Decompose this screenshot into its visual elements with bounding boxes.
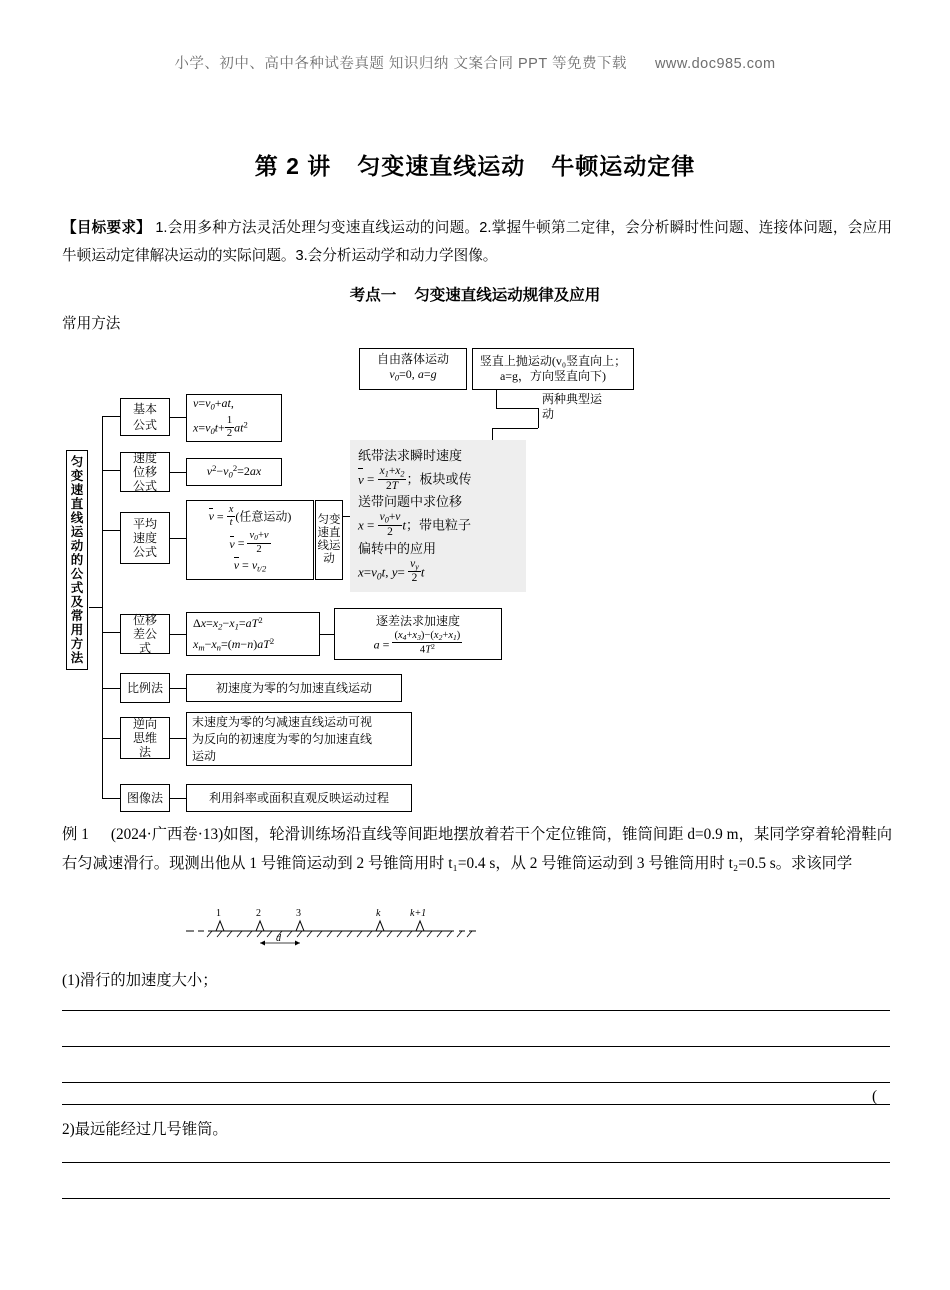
answer-rule <box>62 1104 890 1105</box>
page-title <box>0 148 950 181</box>
basic-formula-label <box>120 398 170 436</box>
connector <box>496 390 497 408</box>
graph-method-content: 利用斜率或面积直观反映运动过程 <box>208 790 389 805</box>
cone-figure <box>62 905 892 960</box>
grey-line-5: 偏转中的应用 <box>358 540 437 556</box>
answer-rule <box>62 1010 890 1011</box>
branch-stub <box>102 688 120 689</box>
reverse-thinking-label <box>120 717 170 759</box>
branch-stub <box>102 416 120 417</box>
subsection-label: 常用方法 <box>62 316 121 332</box>
cone-diagram-svg <box>182 905 502 960</box>
avg-formula-1: v = $\frac{x}{t}$ (任意运动) <box>208 503 292 528</box>
disp-diff-2: $x_m-x_n=(m-n)aT^2$ <box>193 636 275 653</box>
basic-formula-text: 基本公式 <box>132 402 157 432</box>
successive-difference-box <box>334 608 502 660</box>
svg-text:1: 1 <box>216 908 221 919</box>
concept-map <box>62 340 892 810</box>
connector <box>170 738 186 739</box>
answer-rule <box>62 1046 890 1047</box>
stray-paren: ( <box>872 1088 878 1105</box>
vertical-throw-box <box>472 348 634 390</box>
reverse-line-3: 运动 <box>192 748 217 763</box>
answer-rule <box>62 1198 890 1199</box>
ratio-method-label <box>120 673 170 703</box>
connector <box>320 634 334 635</box>
grey-line-6: $x=v_0t$, y= $\frac{v_y}{2}$ t <box>358 557 425 585</box>
avg-formula-3: $v = v_{t/2}$ <box>233 557 267 574</box>
goal-label: 【目标要求】 <box>62 220 152 236</box>
reverse-line-2: 为反向的初速度为零的匀加速直线 <box>192 731 373 746</box>
example-text: 如图，轮滑训练场沿直线等间距地摆放着若干个定位锥筒，锥筒间距 d=0.9 m，某同学穿着轮滑鞋向右匀减速滑行。现测出他从 1 号锥筒运动到 2 号锥筒用时 t₁=0.4 s，从 2 号锥筒运动到 3 号锥筒用时 t₂=0.5 s。求该同学 <box>62 826 892 872</box>
connector <box>170 798 186 799</box>
question-2: 2)最远能经过几号锥筒。 <box>62 1121 228 1138</box>
graph-method-label <box>120 784 170 812</box>
uniform-acceleration-text: 匀变速直线运动 <box>317 514 341 565</box>
average-velocity-box <box>186 500 314 580</box>
connector <box>496 408 538 409</box>
grey-line-1: 纸带法求瞬时速度 <box>358 448 463 463</box>
connector <box>492 428 538 429</box>
basic-formula-box <box>186 394 282 442</box>
grey-line-4: x = $\frac{v_0+v}{2}$ t；带电粒子 <box>358 511 471 538</box>
graph-method-text: 图像法 <box>126 790 163 805</box>
svg-text:d: d <box>276 933 281 944</box>
avg-formula-2: v = $\frac{v_0+v}{2}$ <box>229 530 269 556</box>
connector <box>538 408 539 428</box>
grey-line-3: 送带问题中求位移 <box>358 494 463 510</box>
example-block <box>62 820 892 878</box>
displacement-difference-box <box>186 612 320 656</box>
goal-block <box>62 214 892 270</box>
branch-stub <box>102 530 120 531</box>
succ-diff-2: a = $\frac{(x_4+x_3)-(x_2+x_1)}{4T^2}$ <box>373 629 461 656</box>
example-label: 例 1 <box>62 826 89 843</box>
concept-map-title: 匀变速直线运动的公式及常用方法 <box>66 450 88 670</box>
branch-stub <box>102 798 120 799</box>
two-types-text: 两种典型运动 <box>542 392 603 421</box>
connector <box>343 516 350 517</box>
ratio-method-text: 比例法 <box>126 680 163 695</box>
branch-stub <box>102 632 120 633</box>
title-topic1: 匀变速直线运动 <box>357 153 526 179</box>
uniform-acceleration-label <box>315 500 343 580</box>
connector <box>170 417 186 418</box>
watermark-text: 小学、初中、高中各种试卷真题 知识归纳 文案合同 PPT 等免费下载 <box>174 56 627 72</box>
reverse-thinking-text: 逆向思维法 <box>132 717 157 759</box>
velocity-displacement-label <box>120 452 170 492</box>
applications-grey-box <box>350 440 526 592</box>
disp-diff-1: $\Delta x=x_2-x_1=aT^2$ <box>193 614 263 631</box>
goal-text: 1.会用多种方法灵活处理匀变速直线运动的问题。2.掌握牛顿第二定律，会分析瞬时性问题、连接体问题，会应用牛顿运动定律解决运动的实际问题。3.会分析运动学和动力学图像。 <box>62 220 892 264</box>
basic-formula-2: $x=v_0t+$ $\frac{1}{2}$ $at^2$ <box>193 414 248 439</box>
free-fall-box <box>359 348 467 390</box>
velocity-displacement-formula: $v^2-v_0^2=2ax$ <box>206 463 262 480</box>
graph-method-box <box>186 784 412 812</box>
spine-connector <box>89 607 102 608</box>
section-kaodian-title: 匀变速直线运动规律及应用 <box>414 287 601 304</box>
example-source: (2024·广西卷·13) <box>110 826 224 843</box>
vertical-throw-label2: a=g，方向竖直向下) <box>499 369 607 383</box>
reverse-line-1: 末速度为零的匀减速直线运动可视 <box>192 714 373 729</box>
reverse-thinking-box <box>186 712 412 766</box>
succ-diff-1: 逐差法求加速度 <box>375 613 460 628</box>
two-types-label <box>542 392 602 422</box>
question-1: (1)滑行的加速度大小； <box>62 972 218 989</box>
velocity-displacement-text: 速度位移公式 <box>132 451 157 493</box>
basic-formula-1: $v=v_0+at$, <box>193 396 234 412</box>
free-fall-formula: $v_0=0$, a=g <box>389 367 437 383</box>
svg-text:k: k <box>376 908 381 919</box>
spine-line <box>102 416 103 798</box>
section-kaodian: 考点一 <box>349 287 397 304</box>
branch-stub <box>102 738 120 739</box>
connector <box>170 538 186 539</box>
displacement-difference-label <box>120 614 170 654</box>
svg-text:3: 3 <box>296 908 301 919</box>
title-topic2: 牛顿运动定律 <box>551 153 696 179</box>
section-heading <box>0 283 950 305</box>
displacement-difference-text: 位移差公式 <box>132 613 157 655</box>
ratio-method-content: 初速度为零的匀加速直线运动 <box>215 680 372 695</box>
svg-text:k+1: k+1 <box>410 908 427 919</box>
header-watermark <box>0 52 950 73</box>
watermark-site: www.doc985.com <box>654 56 776 72</box>
answer-rule <box>62 1082 890 1083</box>
connector <box>170 472 186 473</box>
average-velocity-text: 平均速度公式 <box>132 517 157 559</box>
title-lecture: 第 2 讲 <box>254 153 332 179</box>
connector <box>170 688 186 689</box>
vertical-throw-label: 竖直上抛运动(v₀竖直向上； <box>479 354 627 368</box>
average-velocity-label <box>120 512 170 564</box>
ratio-method-box <box>186 674 402 702</box>
velocity-displacement-box <box>186 458 282 486</box>
branch-stub <box>102 470 120 471</box>
svg-text:2: 2 <box>256 908 261 919</box>
free-fall-label: 自由落体运动 <box>376 352 449 367</box>
connector <box>170 634 186 635</box>
grey-line-2: v = $\frac{x_1+x_2}{2T}$ ；板块或传 <box>358 465 472 492</box>
answer-rule <box>62 1162 890 1163</box>
